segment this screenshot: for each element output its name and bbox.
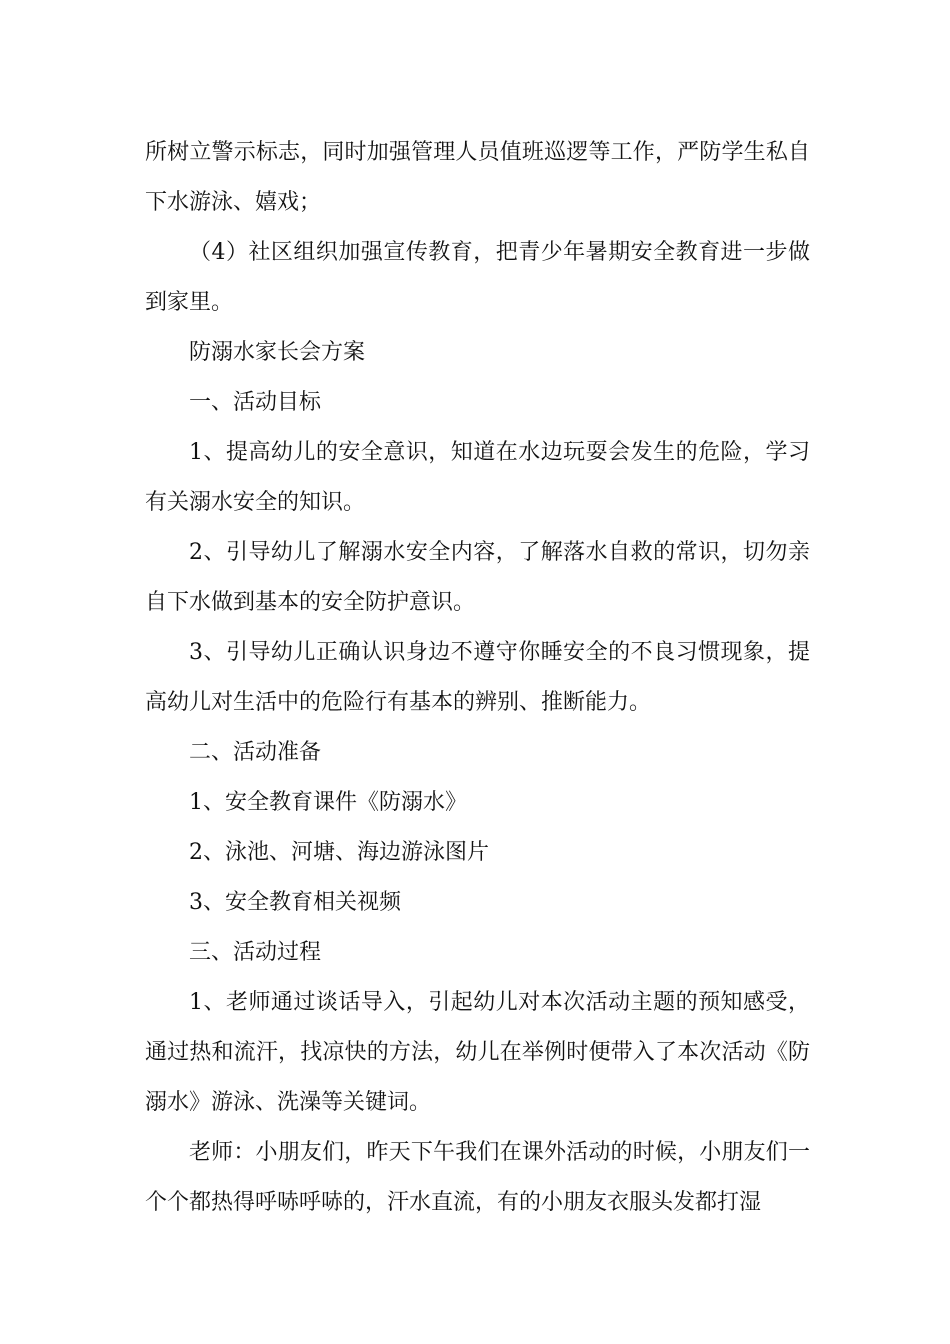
document-body (145, 128, 810, 1228)
section-heading-process: 三、活动过程 (189, 940, 322, 965)
document-heading: 防溺水家长会方案 (189, 340, 366, 365)
preparation-item-1: 1、安全教育课件《防溺水》 (189, 790, 467, 815)
process-item-1: 1、老师通过谈话导入，引起幼儿对本次活动主题的预知感受，通过热和流汗，找凉快的方法，幼儿在举例时便带入了本次活动《防溺水》游泳、洗澡等关键词。 (145, 990, 810, 1115)
teacher-dialogue: 老师：小朋友们，昨天下午我们在课外活动的时候，小朋友们一个个都热得呼哧呼哧的，汗水直流，有的小朋友衣服头发都打湿 (145, 1140, 810, 1215)
goal-item-3: 3、引导幼儿正确认识身边不遵守你睡安全的不良习惯现象，提高幼儿对生活中的危险行有基本的辨别、推断能力。 (145, 640, 810, 715)
goal-item-1: 1、提高幼儿的安全意识，知道在水边玩耍会发生的危险，学习有关溺水安全的知识。 (145, 440, 810, 515)
preparation-item-3: 3、安全教育相关视频 (189, 890, 401, 915)
section-heading-preparation: 二、活动准备 (189, 740, 322, 765)
paragraph-1: 所树立警示标志，同时加强管理人员值班巡逻等工作，严防学生私自下水游泳、嬉戏； (145, 140, 810, 215)
section-heading-goals: 一、活动目标 (189, 390, 322, 415)
paragraph-2: （4）社区组织加强宣传教育，把青少年暑期安全教育进一步做到家里。 (145, 240, 810, 315)
preparation-item-2: 2、泳池、河塘、海边游泳图片 (189, 840, 489, 865)
goal-item-2: 2、引导幼儿了解溺水安全内容，了解落水自救的常识，切勿亲自下水做到基本的安全防护意识。 (145, 540, 810, 615)
